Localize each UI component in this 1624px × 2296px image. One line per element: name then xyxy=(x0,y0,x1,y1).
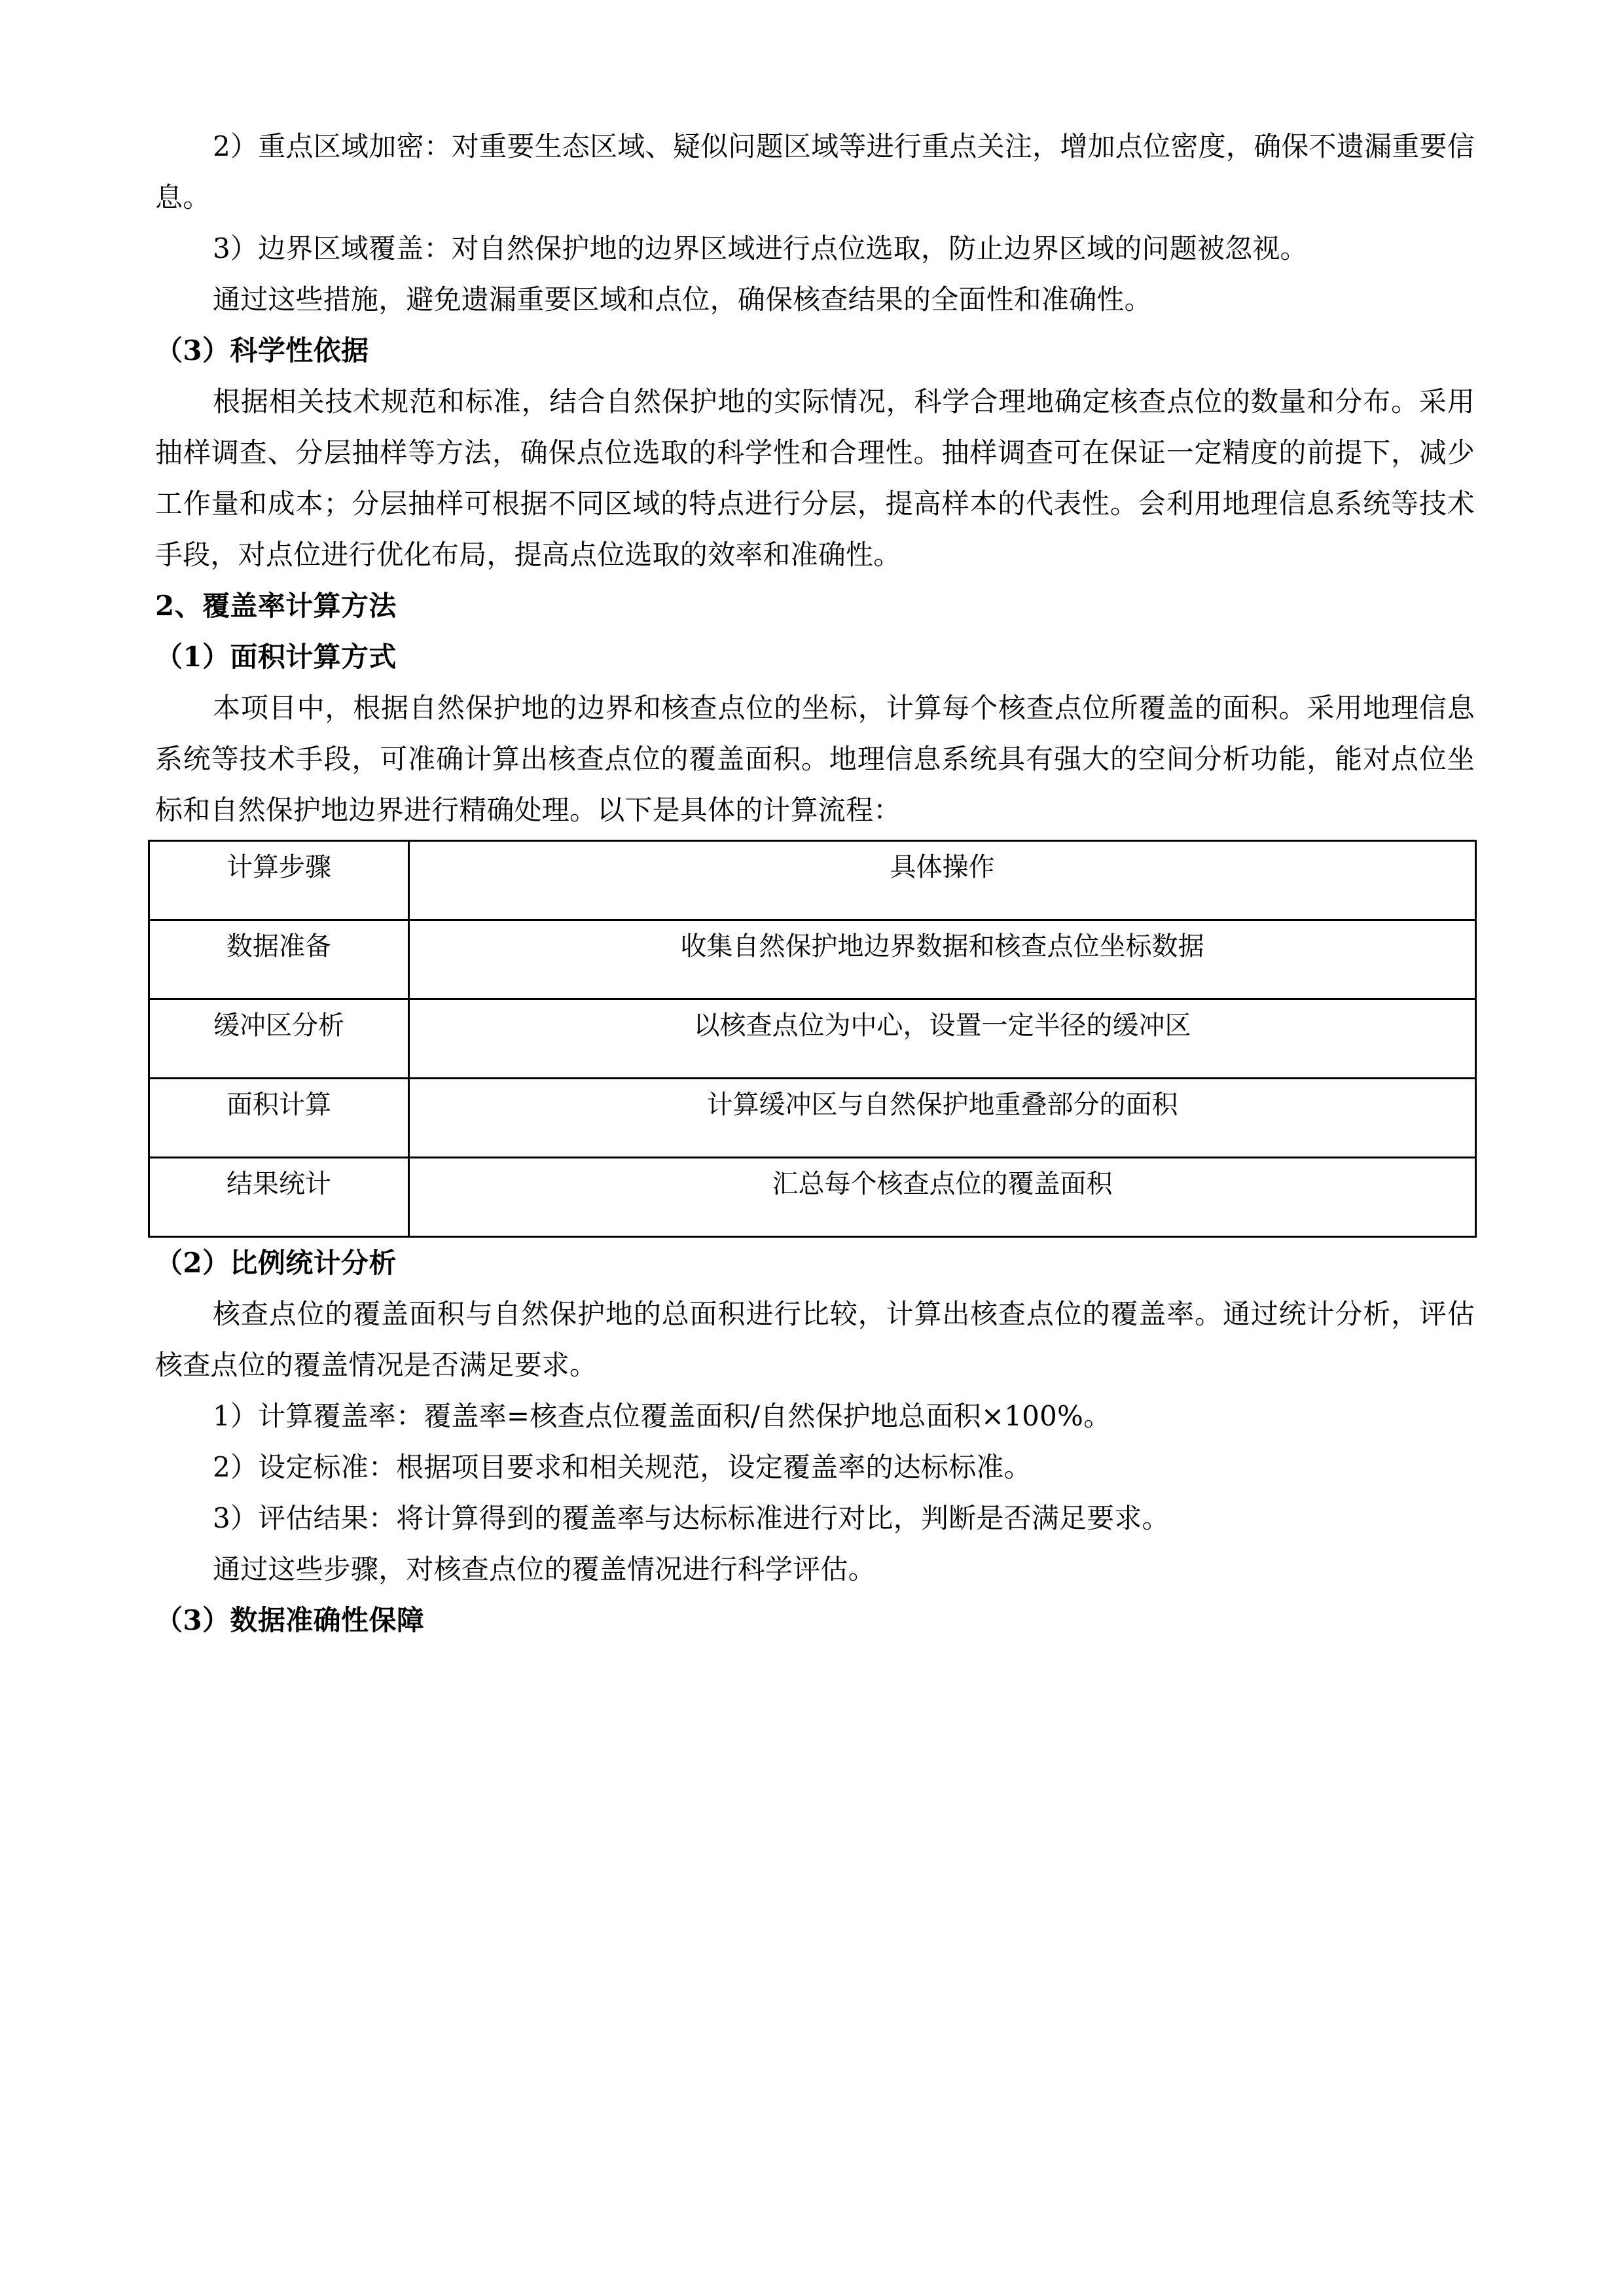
paragraph-boundary-area-coverage: 3）边界区域覆盖：对自然保护地的边界区域进行点位选取，防止边界区域的问题被忽视。 xyxy=(213,232,1308,264)
paragraph-key-area-densification: 2）重点区域加密：对重要生态区域、疑似问题区域等进行重点关注，增加点位密度，确保不遗漏重要信息。 xyxy=(155,130,1475,213)
heading-scientific-basis: （3）科学性依据 xyxy=(155,334,369,367)
table-cell-step: 数据准备 xyxy=(149,920,409,999)
paragraph-list-item-evaluate-result: 3）评估结果：将计算得到的覆盖率与达标标准进行对比，判断是否满足要求。 xyxy=(213,1502,1170,1534)
paragraph-area-calculation: 本项目中，根据自然保护地的边界和核查点位的坐标，计算每个核查点位所覆盖的面积。采用地理信息系统等技术手段，可准确计算出核查点位的覆盖面积。地理信息系统具有强大的空间分析功能，能对点位坐标和自然保护地边界进行精确处理。以下是具体的计算流程： xyxy=(155,692,1475,826)
table-cell-step: 缓冲区分析 xyxy=(149,999,409,1079)
table-row xyxy=(149,999,1476,1079)
heading-data-accuracy-assurance: （3）数据准确性保障 xyxy=(155,1604,425,1636)
table-cell-operation: 计算缓冲区与自然保护地重叠部分的面积 xyxy=(409,1079,1476,1158)
calculation-steps-table xyxy=(148,840,1477,1238)
page-content xyxy=(155,121,1475,1646)
table-row xyxy=(149,1158,1476,1237)
paragraph-steps-summary: 通过这些步骤，对核查点位的覆盖情况进行科学评估。 xyxy=(213,1553,876,1585)
paragraph-measures-summary: 通过这些措施，避免遗漏重要区域和点位，确保核查结果的全面性和准确性。 xyxy=(213,283,1152,315)
table-cell-operation: 以核查点位为中心，设置一定半径的缓冲区 xyxy=(409,999,1476,1079)
heading-coverage-rate-method: 2、覆盖率计算方法 xyxy=(155,590,397,622)
table-cell-step: 面积计算 xyxy=(149,1079,409,1158)
table-cell-operation: 收集自然保护地边界数据和核查点位坐标数据 xyxy=(409,920,1476,999)
table-row xyxy=(149,920,1476,999)
paragraph-list-item-calculate-coverage-rate: 1）计算覆盖率：覆盖率=核查点位覆盖面积/自然保护地总面积×100%。 xyxy=(213,1400,1111,1432)
heading-area-calculation-method: （1）面积计算方式 xyxy=(155,641,397,673)
table-header-cell-step: 计算步骤 xyxy=(149,841,409,920)
paragraph-proportional-statistical-analysis: 核查点位的覆盖面积与自然保护地的总面积进行比较，计算出核查点位的覆盖率。通过统计分析，评估核查点位的覆盖情况是否满足要求。 xyxy=(155,1298,1475,1381)
paragraph-list-item-set-standard: 2）设定标准：根据项目要求和相关规范，设定覆盖率的达标标准。 xyxy=(213,1451,1032,1483)
table-row xyxy=(149,1079,1476,1158)
table-header-row xyxy=(149,841,1476,920)
heading-proportional-statistical-analysis: （2）比例统计分析 xyxy=(155,1247,397,1279)
table-header-cell-operation: 具体操作 xyxy=(409,841,1476,920)
table-cell-operation: 汇总每个核查点位的覆盖面积 xyxy=(409,1158,1476,1237)
table-cell-step: 结果统计 xyxy=(149,1158,409,1237)
paragraph-scientific-basis: 根据相关技术规范和标准，结合自然保护地的实际情况，科学合理地确定核查点位的数量和分布。采用抽样调查、分层抽样等方法，确保点位选取的科学性和合理性。抽样调查可在保证一定精度的前提下，减少工作量和成本；分层抽样可根据不同区域的特点进行分层，提高样本的代表性。会利用地理信息系统等技术手段，对点位进行优化布局，提高点位选取的效率和准确性。 xyxy=(155,386,1475,571)
